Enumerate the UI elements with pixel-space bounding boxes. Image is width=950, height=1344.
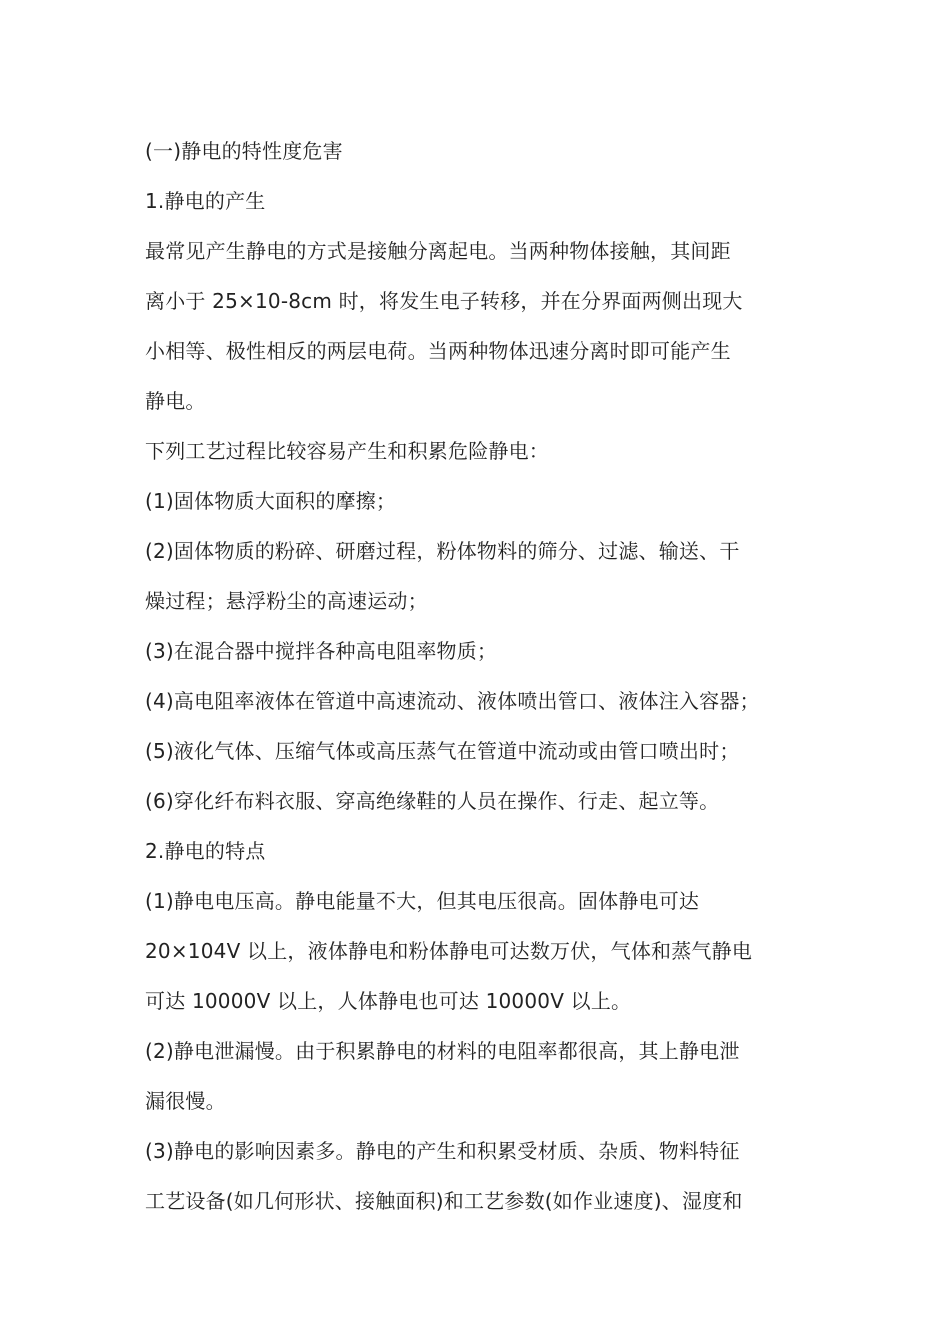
section-heading: (一)静电的特性度危害: [145, 139, 343, 163]
paragraph-line: 离小于 25×10-8cm 时，将发生电子转移，并在分界面两侧出现大: [145, 289, 743, 313]
list-item: 漏很慢。: [145, 1089, 226, 1113]
paragraph-line: 静电。: [145, 389, 206, 413]
list-item: (3)静电的影响因素多。静电的产生和积累受材质、杂质、物料特征: [145, 1139, 740, 1163]
list-item: 燥过程；悬浮粉尘的高速运动；: [145, 589, 428, 613]
list-item: 可达 10000V 以上，人体静电也可达 10000V 以上。: [145, 989, 632, 1013]
list-item: (1)静电电压高。静电能量不大，但其电压很高。固体静电可达: [145, 889, 700, 913]
paragraph-line: 小相等、极性相反的两层电荷。当两种物体迅速分离时即可能产生: [145, 339, 731, 363]
list-item: 20×104V 以上，液体静电和粉体静电可达数万伏，气体和蒸气静电: [145, 939, 753, 963]
document-body: [145, 126, 825, 1226]
list-item: (2)固体物质的粉碎、研磨过程，粉体物料的筛分、过滤、输送、干: [145, 539, 740, 563]
subsection-heading: 1.静电的产生: [145, 189, 266, 213]
list-item: (1)固体物质大面积的摩擦；: [145, 489, 397, 513]
paragraph-line: 最常见产生静电的方式是接触分离起电。当两种物体接触，其间距: [145, 239, 731, 263]
paragraph-line: 下列工艺过程比较容易产生和积累危险静电：: [145, 439, 549, 463]
list-item: 工艺设备(如几何形状、接触面积)和工艺参数(如作业速度)、湿度和: [145, 1189, 743, 1213]
list-item: (5)液化气体、压缩气体或高压蒸气在管道中流动或由管口喷出时；: [145, 739, 740, 763]
list-item: (2)静电泄漏慢。由于积累静电的材料的电阻率都很高，其上静电泄: [145, 1039, 740, 1063]
list-item: (3)在混合器中搅拌各种高电阻率物质；: [145, 639, 498, 663]
subsection-heading: 2.静电的特点: [145, 839, 266, 863]
list-item: (4)高电阻率液体在管道中高速流动、液体喷出管口、液体注入容器；: [145, 689, 760, 713]
list-item: (6)穿化纤布料衣服、穿高绝缘鞋的人员在操作、行走、起立等。: [145, 789, 720, 813]
